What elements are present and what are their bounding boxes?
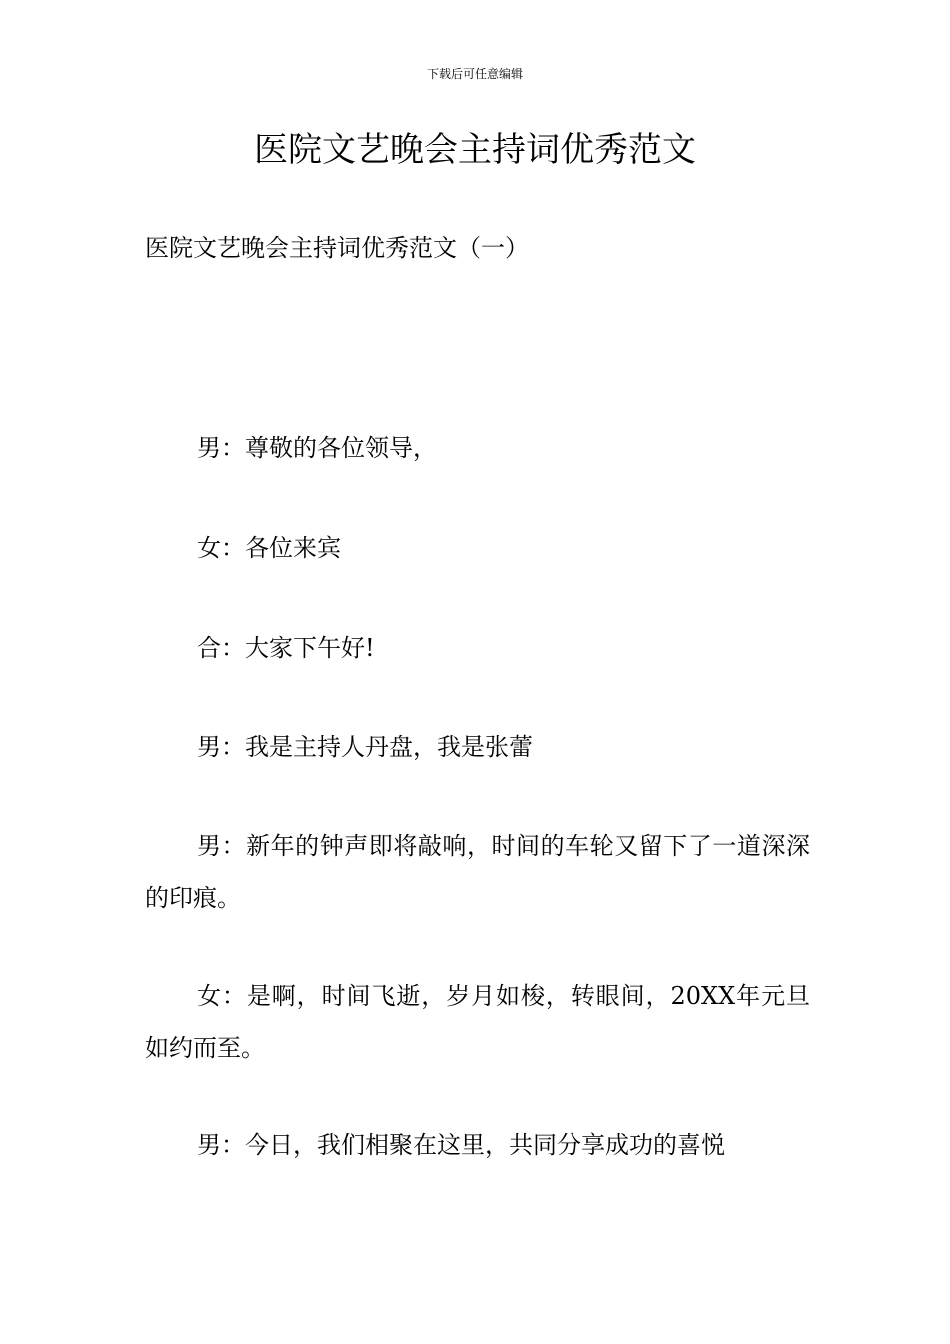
paragraph: 男：我是主持人丹盘，我是张蕾 <box>197 733 533 761</box>
paragraph: 男：新年的钟声即将敲响，时间的车轮又留下了一道深深的印痕。 <box>145 832 810 912</box>
section-subtitle: 医院文艺晚会主持词优秀范文（一） <box>145 234 529 262</box>
page-title: 医院文艺晚会主持词优秀范文 <box>254 130 696 170</box>
paragraph: 女：是啊，时间飞逝，岁月如梭，转眼间，20XX年元旦如约而至。 <box>145 982 810 1062</box>
header-note: 下载后可任意编辑 <box>426 67 523 81</box>
paragraph: 男：今日，我们相聚在这里，共同分享成功的喜悦 <box>197 1131 725 1159</box>
paragraph: 合：大家下午好! <box>197 634 375 662</box>
paragraph: 女：各位来宾 <box>197 534 341 562</box>
paragraph: 男：尊敬的各位领导， <box>197 434 437 462</box>
